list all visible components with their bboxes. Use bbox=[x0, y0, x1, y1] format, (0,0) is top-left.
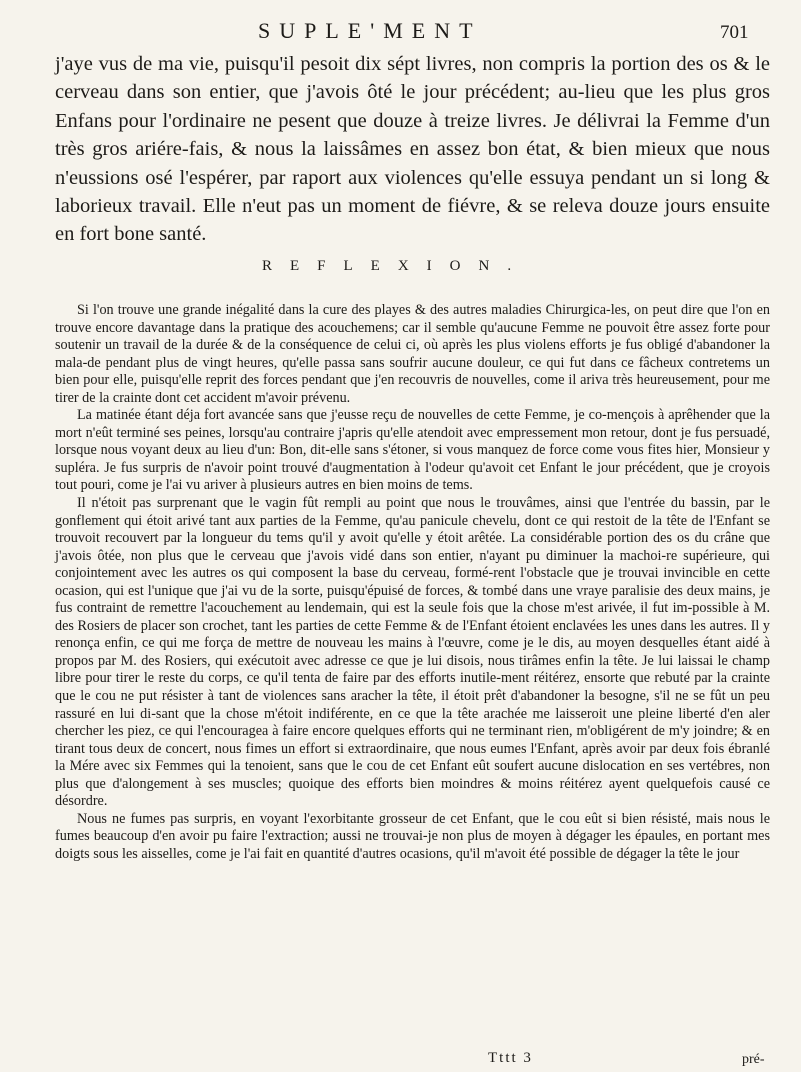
reflexion-heading: REFLEXION. bbox=[262, 258, 530, 274]
catchword: pré- bbox=[742, 1052, 765, 1067]
running-title: SUPLE'MENT bbox=[258, 18, 482, 43]
reflexion-paragraph: La matinée étant déja fort avancée sans que j'eusse reçu de nouvelles de cette Femme, je co-mençois à aprêhender que la mort n'eût terminé ses peines, lorsqu'au contraire j'apris qu'elle atendoit avec empressement mon retour, dont je fus persuadé, lorsque nous voyant deux au lieu d'un: Bon, dit-elle sans s'étoner, si vous manquez de force come vous fites hier, Monsieur y supléra. Je fus surpris de n'avoir point trouvé d'augmentation à l'odeur qu'avoit cet Enfant le jour précédent, que je croyois tout pouri, come je l'ai vu ariver à plusieurs autres en bien moins de tems. bbox=[55, 407, 770, 494]
page-number: 701 bbox=[720, 22, 749, 43]
reflexion-paragraph: Il n'étoit pas surprenant que le vagin fût rempli au point que nous le trouvâmes, ainsi que l'entrée du bassin, par le gonflement qui étoit arivé tant aux parties de la Femme, qu'au panicule chevelu, dont ce qui restoit de la tête de l'Enfant se trouvoit recouvert par la longueur du tems qu'il y avoit qu'elle y étoit arêtée. La considérable portion des os du crâne que j'avois ôtée, non plus que le cerveau que j'avois vidé dans son entier, n'ayant pu diminuer la machoi-re supérieure, qui conjointement avec les autres os qui composent la base du cerveau, formé-rent l'obstacle que je trouvai invincible en cette ocasion, qui est l'unique que j'ai vu de la sorte, puisqu'épuisé de forces, & tombé dans une vraye paralisie des deux mains, je fus contraint de remettre l'acouchement au lendemain, qui est la seule fois que la chose m'est arivée, il fut im-possible à M. des Rosiers de placer son crochet, tant les parties de cette Femme & de l'Enfant étoient enclavées les unes dans les autres. Il y renonça enfin, ce qui me força de mettre de nouveau les mains à l'œuvre, come je le dis, au moyen desquelles étant aidé à propos par M. des Rosiers, qui exécutoit avec adresse ce que je lui disois, nous tirâmes enfin la tête. Je lui laissai le champ libre pour tirer le reste du corps, ce qu'il tenta de faire par des efforts inutile-ment réitérez, ensorte que rebuté par la crainte que le cou ne put résister à tant de violences sans aracher la tête, il étoit prêt d'abandoner la besogne, s'il ne se fût un peu rassuré en lui di-sant que la chose m'étoit indiférente, en ce que la tête arachée me laisseroit une pleine liberté d'en aler chercher les piez, ce qui l'encouragea à faire encore quelques efforts qui ne terminant rien, m'obligérent de m'y joindre; & en tirant tous deux de concert, nous fimes un effort si extraordinaire, que nous eumes l'Enfant, après avoir par deux fois ébranlé la Mére avec six Femmes qui la tenoient, sans que le cou de cet Enfant eût soufert aucune dislocation en ses vertébres, non plus que d'alongement à ses muscles; quoique des efforts bien moindres & moins réitérez ayent quelquefois causé ce désordre. bbox=[55, 495, 770, 810]
case-conclusion-paragraph: j'aye vus de ma vie, puisqu'il pesoit dix sépt livres, non compris la portion des os & le cerveau dans son entier, que j'avois ôté le jour précédent; au-lieu que les plus gros Enfans pour l'ordinaire ne pesent que douze à treize livres. Je délivrai la Femme d'un très gros ariére-fais, & nous la laissâmes en assez bon état, & bien mieux que nous n'eussions osé l'espérer, par raport aux violences qu'elle essuya pendant un si long & laborieux travail. Elle n'eut pas un moment de fiévre, & se releva douze jours ensuite en fort bone santé. bbox=[55, 53, 770, 246]
printer-signature: Tttt 3 bbox=[488, 1050, 533, 1066]
reflexion-paragraph: Si l'on trouve une grande inégalité dans la cure des playes & des autres maladies Chirurgica-les, on peut dire que l'on en trouve encore davantage dans la pratique des acouchemens; car il semble qu'aucune Femme ne pouvoit être assez forte pour soutenir un travail de la durée & de la conséquence de celui ci, où après les plus violens efforts je fus obligé d'abandoner la mala-de pendant plus de vingt heures, qu'elle passa sans soufrir aucune douleur, ce qui fut dans ce fâcheux contretems un bien pour elle, puisqu'elle reprit des forces pendant que j'en recouvris de nouvelles, come il ariva très heureusement, pour me tirer de la crainte dont cet accident m'avoir prévenu. bbox=[55, 302, 770, 406]
reflexion-body bbox=[55, 302, 770, 864]
reflexion-paragraph: Nous ne fumes pas surpris, en voyant l'exorbitante grosseur de cet Enfant, que le cou eût si bien résisté, mais nous le fumes beaucoup d'en avoir pu faire l'extraction; aussi ne trouvai-je non plus de moyen à dégager les épaules, en portant mes doigts sous les aisselles, come je l'ai fait en quantité d'autres ocasions, qu'il m'avoit été possible de dégager la tête le jour bbox=[55, 810, 770, 862]
